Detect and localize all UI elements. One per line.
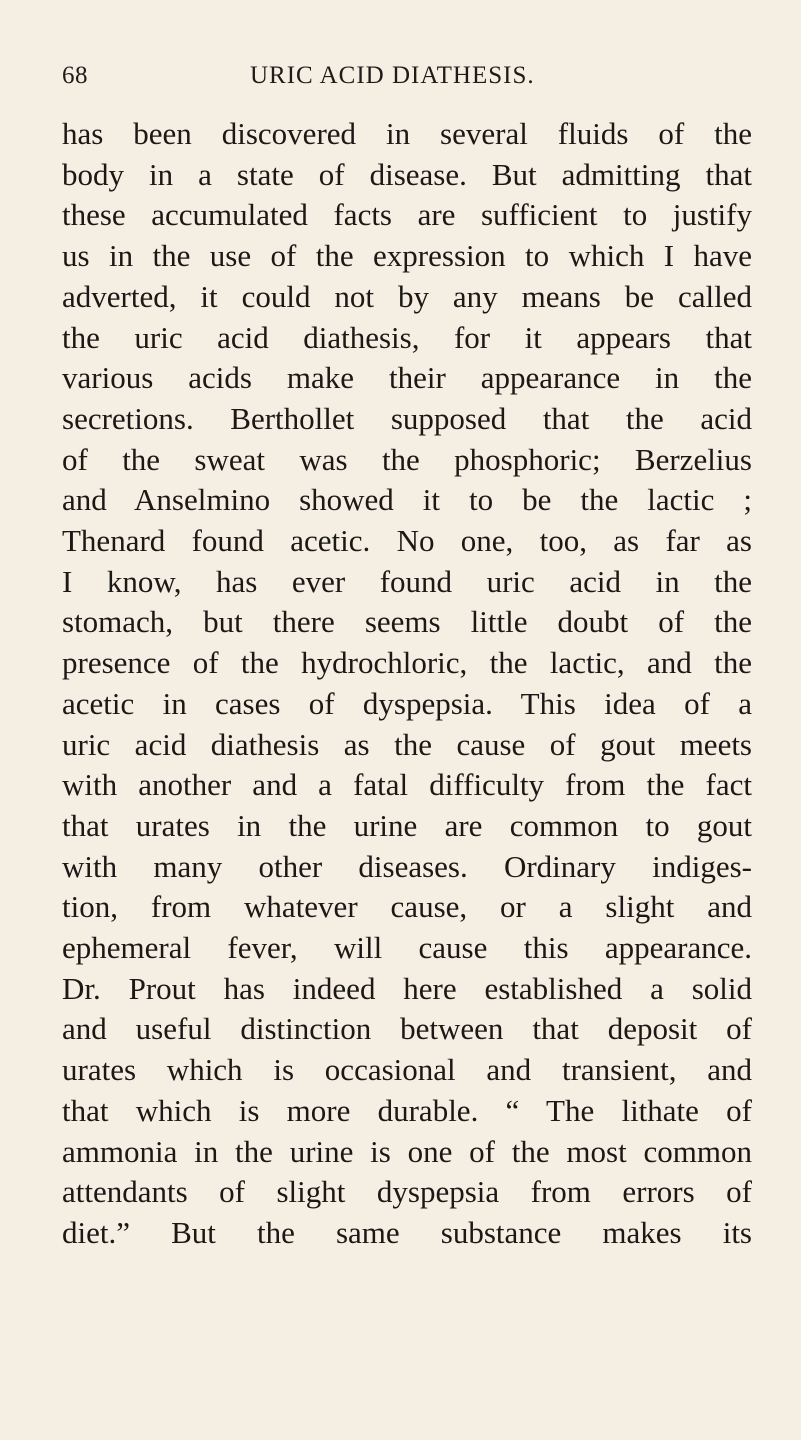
text-line: presence of the hydrochloric, the lactic, and the — [62, 645, 752, 681]
text-line: and useful distinction between that deposit of — [62, 1011, 752, 1047]
running-head: URIC ACID DIATHESIS. — [250, 62, 535, 89]
text-line: stomach, but there seems little doubt of the — [62, 604, 752, 640]
text-line: with many other diseases. Ordinary indiges- — [62, 848, 752, 884]
text-line: urates which is occasional and transient, and — [62, 1052, 752, 1088]
text-line: us in the use of the expression to which I have — [62, 238, 752, 274]
text-line: ammonia in the urine is one of the most common — [62, 1133, 752, 1169]
text-line: the uric acid diathesis, for it appears that — [62, 319, 752, 355]
text-line: uric acid diathesis as the cause of gout meets — [62, 726, 752, 762]
page-number: 68 — [62, 62, 88, 89]
text-line: these accumulated facts are sufficient to justify — [62, 197, 752, 233]
text-line: ephemeral fever, will cause this appearance. — [62, 930, 752, 966]
text-line: body in a state of disease. But admitting that — [62, 156, 752, 192]
text-line: I know, has ever found uric acid in the — [62, 563, 752, 599]
text-line: that urates in the urine are common to gout — [62, 807, 752, 843]
text-line: with another and a fatal difficulty from the fact — [62, 767, 752, 803]
text-line: attendants of slight dyspepsia from errors of — [62, 1174, 752, 1210]
text-line: and Anselmino showed it to be the lactic ; — [62, 482, 752, 518]
text-line: has been discovered in several fluids of the — [62, 116, 752, 151]
text-line: Thenard found acetic. No one, too, as far as — [62, 523, 752, 559]
text-line: of the sweat was the phosphoric; Berzelius — [62, 441, 752, 477]
text-line: adverted, it could not by any means be called — [62, 278, 752, 314]
text-line: various acids make their appearance in the — [62, 360, 752, 396]
text-line: acetic in cases of dyspepsia. This idea of a — [62, 685, 752, 721]
body-text — [62, 114, 752, 1254]
text-line: secretions. Berthollet supposed that the acid — [62, 400, 752, 436]
text-line: tion, from whatever cause, or a slight and — [62, 889, 752, 925]
page-header — [62, 62, 752, 92]
text-line: that which is more durable. “ The lithate of — [62, 1092, 752, 1128]
text-line: diet.” But the same substance makes its — [62, 1214, 752, 1250]
text-line: Dr. Prout has indeed here established a solid — [62, 970, 752, 1006]
